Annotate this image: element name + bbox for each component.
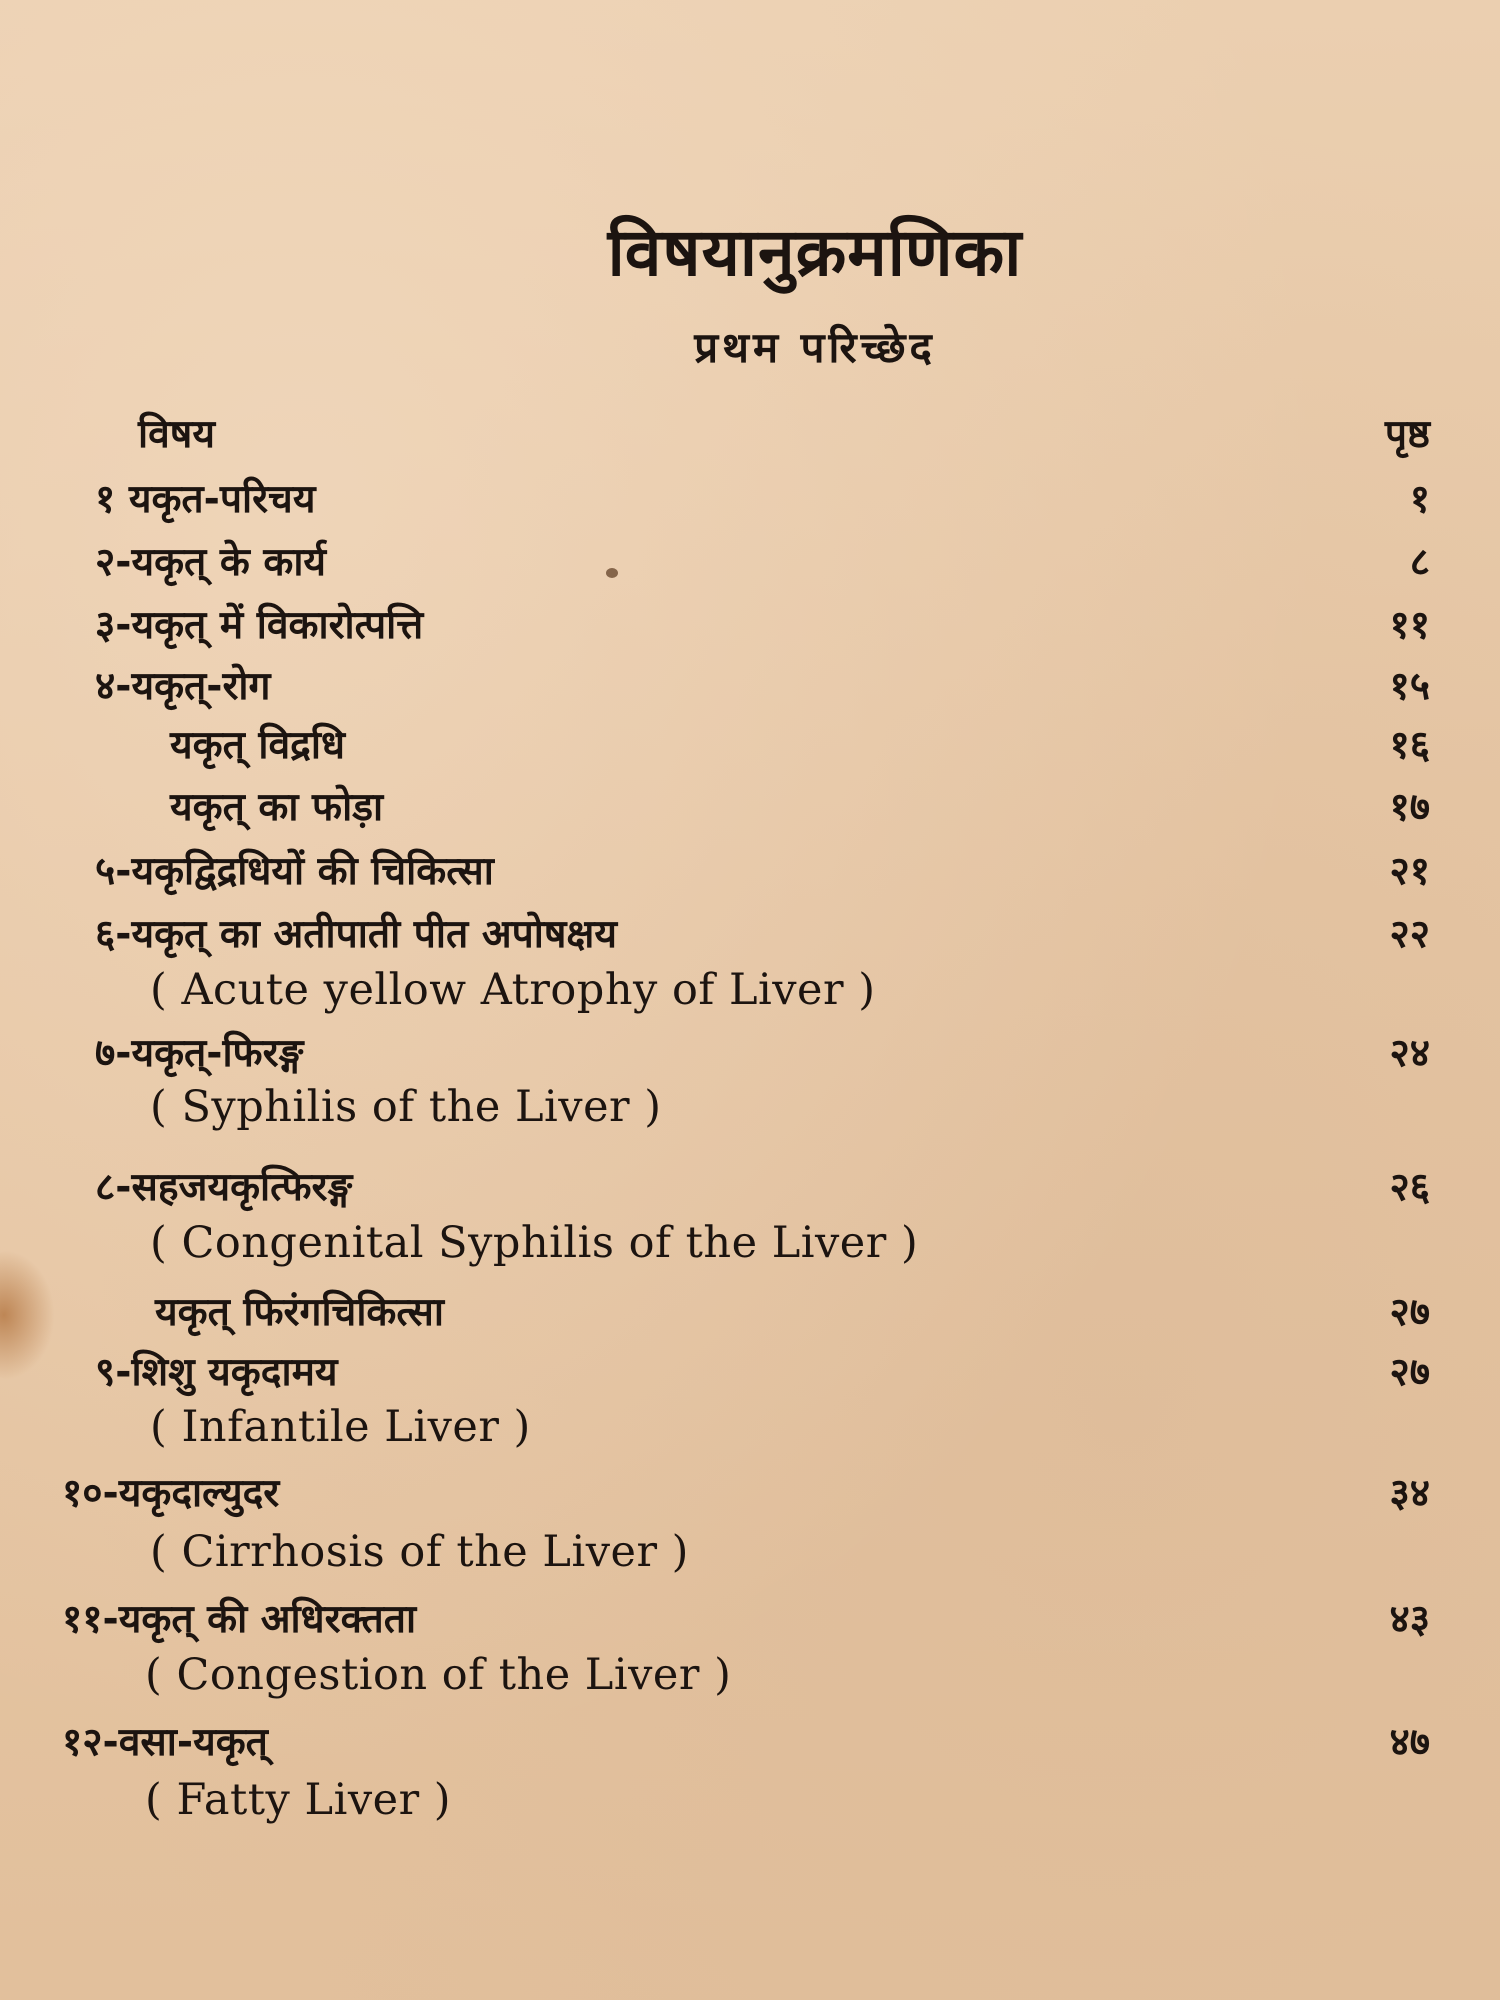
toc-entry-english [0,1522,1500,1582]
toc-entry-title: १ यकृत-परिचय [95,477,316,522]
toc-entry-english [0,960,1500,1020]
subject-column-label: विषय [138,412,215,457]
toc-entry [0,1713,1500,1773]
toc-entry [0,1464,1500,1524]
toc-subentry [0,778,1500,838]
toc-entry-title: ८-सहजयकृत्फिरङ्ग [95,1165,353,1210]
toc-entry-page: २४ [1389,1031,1430,1076]
section-subtitle: प्रथम परिच्छेद [694,323,936,372]
toc-entry-title: २-यकृत् के कार्य [95,540,327,585]
toc-entry [0,842,1500,902]
toc-entry-english [0,1645,1500,1705]
page-title: विषयानुक्रमणिका [607,214,1023,291]
toc-entry-english [0,1213,1500,1273]
toc-entry-page: ८ [1409,540,1430,585]
toc-entry-title: ११-यकृत् की अधिरक्तता [62,1597,417,1642]
toc-entry-page: २२ [1389,912,1430,957]
toc-entry-page: १७ [1389,785,1430,830]
toc-entry-page: ३४ [1389,1471,1430,1516]
toc-entry [0,1158,1500,1218]
toc-entry-title: १०-यकृदाल्युदर [62,1471,280,1516]
toc-entry-page: ११ [1389,603,1430,648]
toc-entry-english [0,1397,1500,1457]
toc-entry [0,1590,1500,1650]
toc-entry [0,657,1500,717]
toc-entry-page: १५ [1389,664,1430,709]
page-column-label: पृष्ठ [1384,412,1430,457]
toc-subentry [0,1283,1500,1343]
toc-subentry [0,716,1500,776]
toc-entry [0,533,1500,593]
toc-entry-title: यकृत् फिरंगचिकित्सा [155,1290,444,1335]
toc-entry-page: १ [1409,477,1430,522]
toc-entry [0,1343,1500,1403]
toc-entry-page: २६ [1389,1165,1430,1210]
toc-entry-english-title: ( Acute yellow Atrophy of Liver ) [150,965,876,1015]
toc-entry-page: ४३ [1389,1597,1430,1642]
toc-entry-title: ९-शिशु यकृदामय [95,1350,338,1395]
toc-entry-page: ४७ [1389,1720,1430,1765]
toc-entry-title: १२-वसा-यकृत् [62,1720,268,1765]
toc-entry-english-title: ( Cirrhosis of the Liver ) [150,1527,689,1577]
toc-entry-english-title: ( Infantile Liver ) [150,1402,531,1452]
toc-header-row [0,405,1500,465]
toc-entry [0,470,1500,530]
toc-entry-title: ७-यकृत्-फिरङ्ग [95,1031,304,1076]
toc-entry-title: यकृत् का फोड़ा [170,785,384,830]
toc-entry-page: २७ [1389,1290,1430,1335]
toc-entry-page: २७ [1389,1350,1430,1395]
toc-entry-english-title: ( Syphilis of the Liver ) [150,1082,662,1132]
toc-entry-title: ५-यकृद्विद्रधियों की चिकित्सा [95,849,494,894]
toc-entry [0,905,1500,965]
toc-entry-english-title: ( Congenital Syphilis of the Liver ) [150,1218,919,1268]
toc-entry-english-title: ( Congestion of the Liver ) [145,1650,732,1700]
toc-entry [0,1024,1500,1084]
toc-entry [0,596,1500,656]
toc-entry-page: १६ [1389,723,1430,768]
toc-entry-title: ४-यकृत्-रोग [95,664,271,709]
toc-entry-english [0,1077,1500,1137]
toc-entry-page: २१ [1389,849,1430,894]
toc-entry-english-title: ( Fatty Liver ) [145,1775,452,1825]
toc-entry-english [0,1770,1500,1830]
toc-entry-title: ६-यकृत् का अतीपाती पीत अपोषक्षय [95,912,618,957]
toc-entry-title: यकृत् विद्रधि [170,723,345,768]
toc-entry-title: ३-यकृत् में विकारोत्पत्ति [95,603,424,648]
